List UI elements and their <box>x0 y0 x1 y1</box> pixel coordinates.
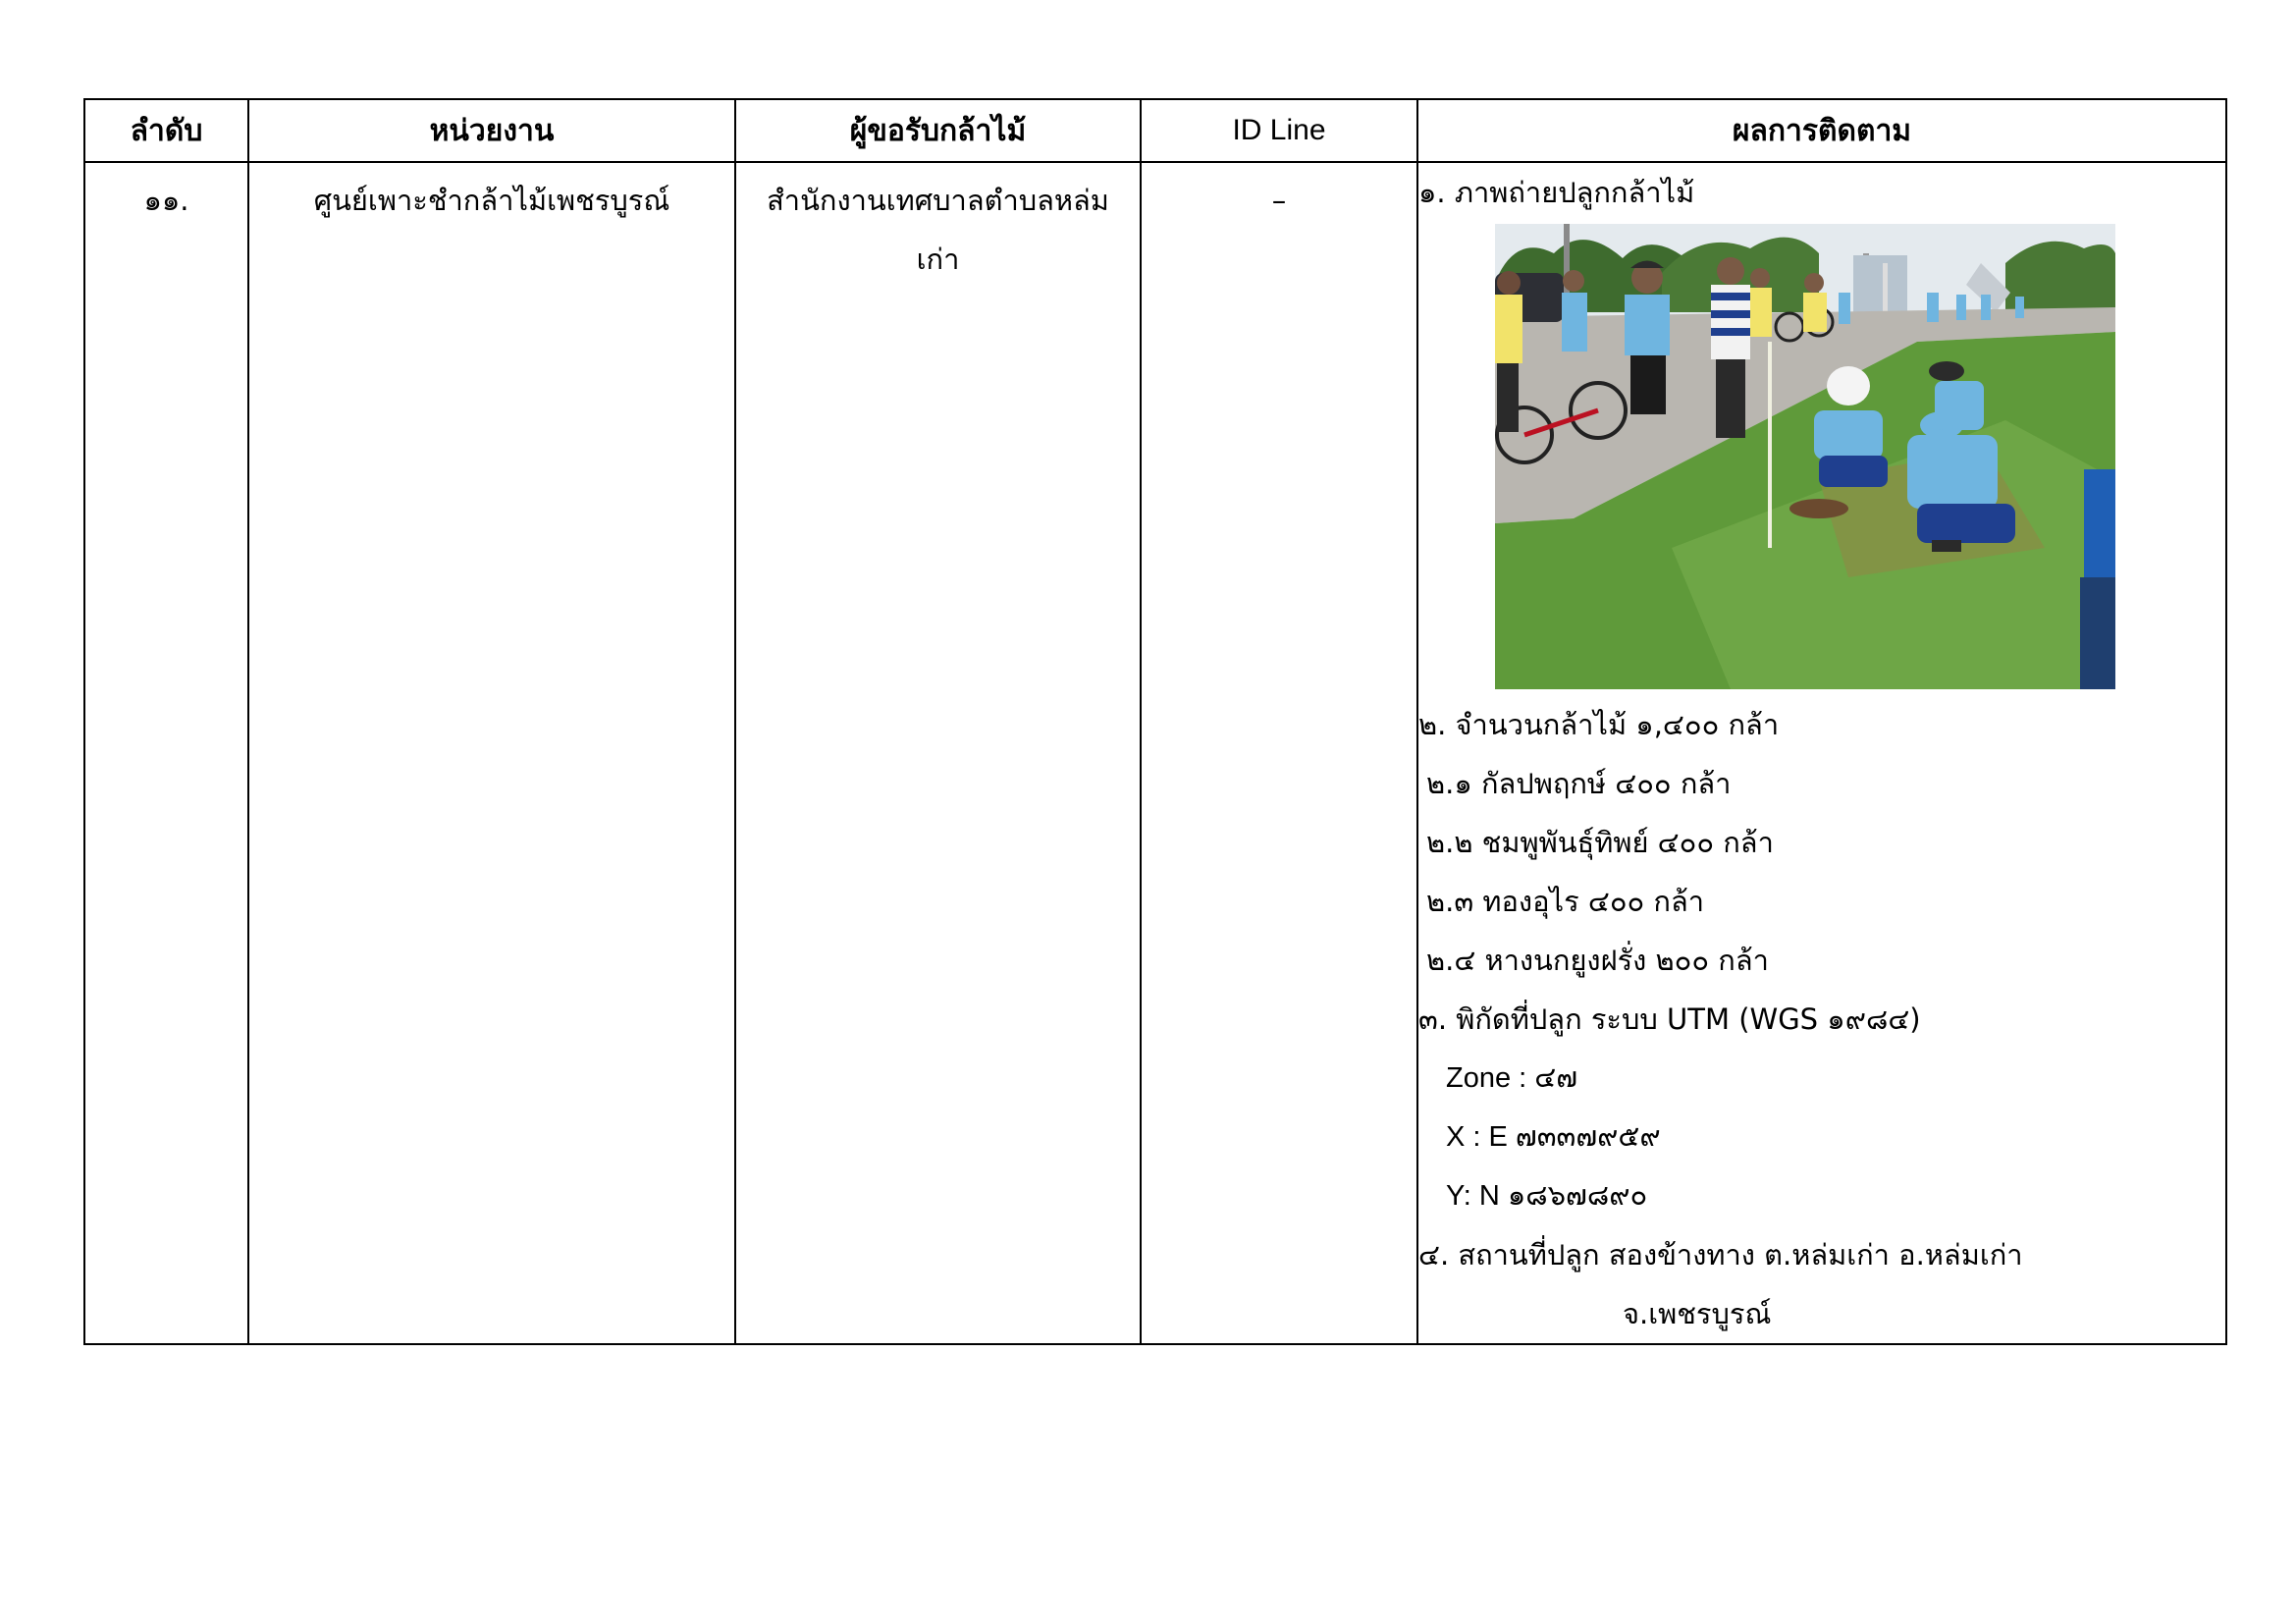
cell-result <box>1417 162 2226 1344</box>
tree-planting-photo <box>1495 224 2115 689</box>
receiver-line-1: สำนักงานเทศบาลตำบลหล่ม <box>767 184 1109 217</box>
location-line-2: จ.เพชรบูรณ์ <box>1623 1297 1772 1330</box>
utm-y: Y: N ๑๘๖๗๘๙๐ <box>1446 1180 1648 1212</box>
cell-agency <box>248 162 735 1344</box>
coordinates-heading: ๓. พิกัดที่ปลูก ระบบ UTM (WGS ๑๙๘๔) <box>1418 1002 1921 1036</box>
table-row <box>84 162 2226 1344</box>
utm-zone: Zone : ๔๗ <box>1446 1062 1578 1094</box>
cell-receiver <box>735 162 1141 1344</box>
species-item-4: ๒.๔ หางนกยูงฝรั่ง ๒๐๐ กล้า <box>1426 944 1769 977</box>
cell-id-line <box>1141 162 1417 1344</box>
header-no: ลำดับ <box>84 99 248 162</box>
seedling-report-table <box>83 98 2227 1345</box>
id-line-value: – <box>1271 184 1287 217</box>
photo-heading: ๑. ภาพถ่ายปลูกกล้าไม้ <box>1418 176 1695 209</box>
receiver-name <box>736 163 1140 289</box>
species-item-2: ๒.๒ ชมพูพันธุ์ทิพย์ ๔๐๐ กล้า <box>1426 826 1774 859</box>
species-item-1: ๒.๑ กัลปพฤกษ์ ๔๐๐ กล้า <box>1426 767 1732 800</box>
header-receiver: ผู้ขอรับกล้าไม้ <box>735 99 1141 162</box>
total-seedlings: ๒. จำนวนกล้าไม้ ๑,๔๐๐ กล้า <box>1418 708 1780 741</box>
header-result: ผลการติดตาม <box>1417 99 2226 162</box>
utm-x: X : E ๗๓๓๗๙๕๙ <box>1446 1121 1661 1153</box>
agency-name: ศูนย์เพาะชำกล้าไม้เพชรบูรณ์ <box>313 184 670 217</box>
species-item-3: ๒.๓ ทองอุไร ๔๐๐ กล้า <box>1426 885 1705 918</box>
location-line-1: ๔. สถานที่ปลูก สองข้างทาง ต.หล่มเก่า อ.หล่มเก่า <box>1418 1238 2023 1272</box>
header-row <box>84 99 2226 162</box>
receiver-line-2: เก่า <box>916 243 960 276</box>
header-id-line: ID Line <box>1141 99 1417 162</box>
cell-no <box>84 162 248 1344</box>
header-agency: หน่วยงาน <box>248 99 735 162</box>
row-number: ๑๑. <box>143 184 189 217</box>
